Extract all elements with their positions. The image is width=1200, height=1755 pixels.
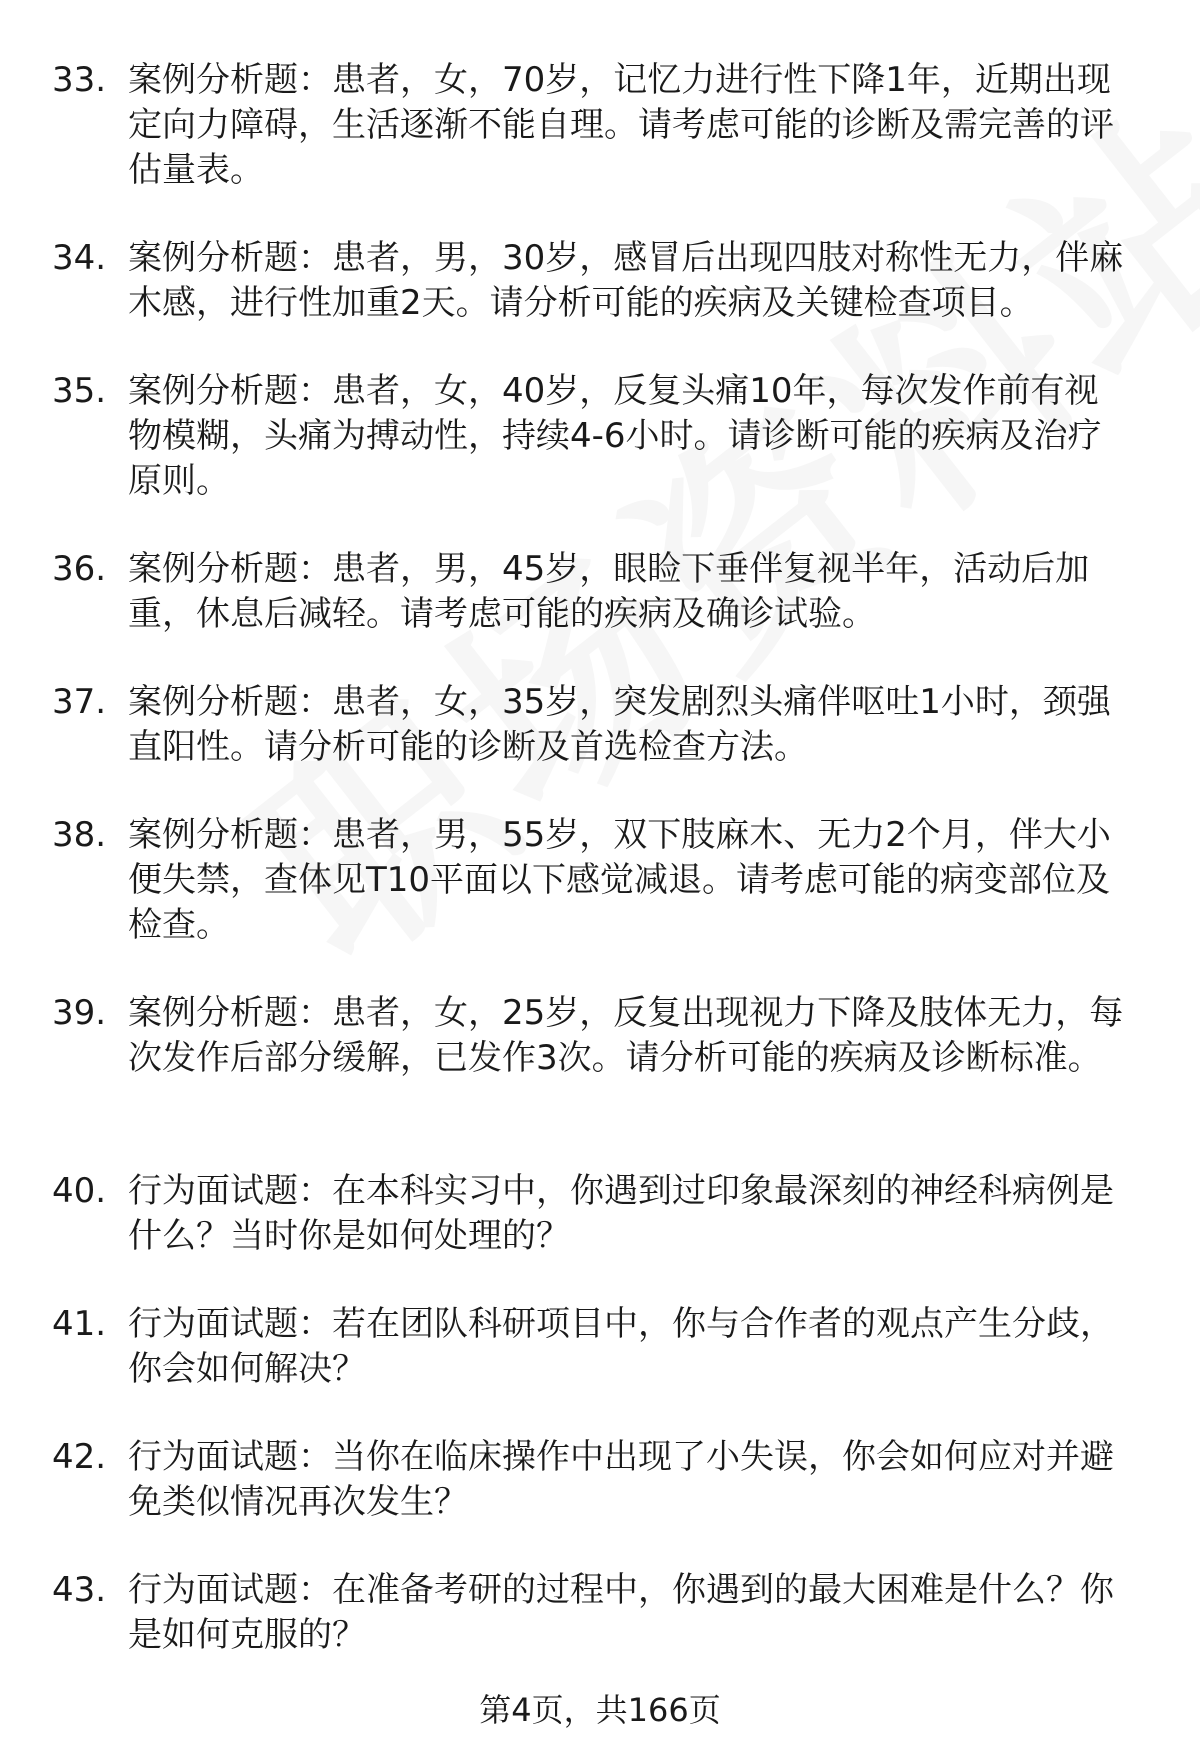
question-item	[52, 369, 1152, 547]
question-text: 案例分析题：患者，男，55岁，双下肢麻木、无力2个月，伴大小便失禁，查体见T10平面以下感觉减退。请考虑可能的病变部位及检查。	[128, 815, 1111, 945]
question-number: 41.	[52, 1304, 107, 1344]
question-item	[52, 1169, 1152, 1302]
question-item	[52, 547, 1152, 680]
question-number: 42.	[52, 1437, 107, 1477]
question-text: 案例分析题：患者，女，35岁，突发剧烈头痛伴呕吐1小时，颈强直阳性。请分析可能的诊断及首选检查方法。	[128, 682, 1111, 767]
question-number: 40.	[52, 1171, 107, 1211]
question-text: 案例分析题：患者，男，30岁，感冒后出现四肢对称性无力，伴麻木感，进行性加重2天。请分析可能的疾病及关键检查项目。	[128, 238, 1124, 323]
question-number: 43.	[52, 1570, 107, 1610]
question-number: 35.	[52, 371, 107, 411]
question-text: 案例分析题：患者，女，40岁，反复头痛10年，每次发作前有视物模糊，头痛为搏动性，持续4-6小时。请诊断可能的疾病及治疗原则。	[128, 371, 1102, 501]
question-number: 39.	[52, 993, 107, 1033]
question-text: 案例分析题：患者，女，25岁，反复出现视力下降及肢体无力，每次发作后部分缓解，已发作3次。请分析可能的疾病及诊断标准。	[128, 993, 1124, 1078]
question-item	[52, 1302, 1152, 1435]
question-text: 行为面试题：在准备考研的过程中，你遇到的最大困难是什么？你是如何克服的？	[128, 1570, 1114, 1655]
question-item	[52, 1568, 1152, 1701]
question-item	[52, 680, 1152, 813]
question-item	[52, 813, 1152, 991]
question-item	[52, 58, 1152, 236]
question-item	[52, 1435, 1152, 1568]
question-number: 38.	[52, 815, 107, 855]
question-item	[52, 991, 1152, 1169]
question-item	[52, 236, 1152, 369]
question-text: 行为面试题：在本科实习中，你遇到过印象最深刻的神经科病例是什么？当时你是如何处理的？	[128, 1171, 1114, 1256]
question-text: 案例分析题：患者，男，45岁，眼睑下垂伴复视半年，活动后加重，休息后减轻。请考虑可能的疾病及确诊试验。	[128, 549, 1090, 634]
question-number: 36.	[52, 549, 107, 589]
question-list	[52, 58, 1152, 1701]
question-text: 行为面试题：当你在临床操作中出现了小失误，你会如何应对并避免类似情况再次发生？	[128, 1437, 1114, 1522]
question-text: 案例分析题：患者，女，70岁，记忆力进行性下降1年，近期出现定向力障碍，生活逐渐不能自理。请考虑可能的诊断及需完善的评估量表。	[128, 60, 1114, 190]
page-footer: 第4页，共166页	[479, 1691, 721, 1729]
question-text: 行为面试题：若在团队科研项目中，你与合作者的观点产生分歧，你会如何解决？	[128, 1304, 1114, 1389]
question-number: 37.	[52, 682, 107, 722]
question-number: 33.	[52, 60, 107, 100]
question-number: 34.	[52, 238, 107, 278]
